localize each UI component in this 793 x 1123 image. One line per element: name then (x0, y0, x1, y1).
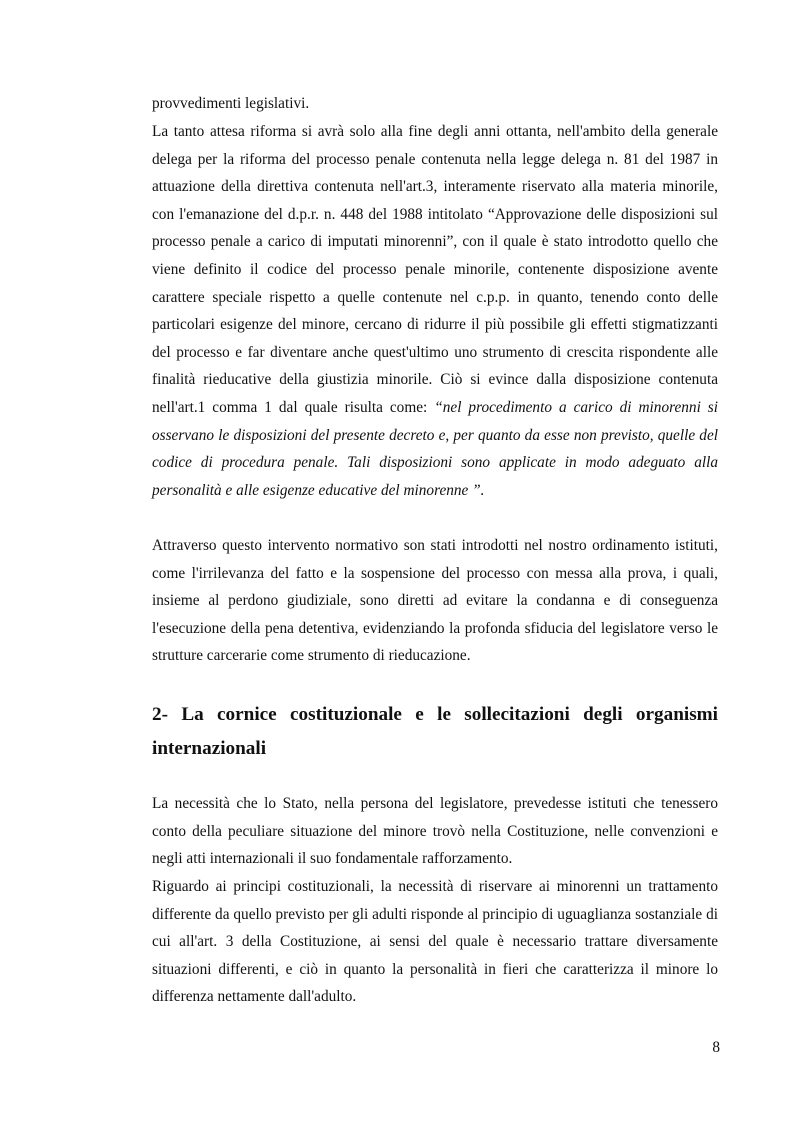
paragraph-principi: Riguardo ai principi costituzionali, la necessità di riservare ai minorenni un trattamento differente da quello previsto per gli adulti risponde al principio di uguaglianza sostanziale di cui all'art. 3 della Costituzione, ai sensi del quale è necessario trattare diversamente situazioni differenti, e ciò in quanto la personalità in fieri che caratterizza il minore lo differenza nettamente dall'adulto. (152, 878, 718, 1006)
page-number: 8 (712, 1039, 720, 1056)
paragraph-riforma (152, 118, 718, 504)
intro-line: provvedimenti legislativi. (152, 95, 310, 112)
article-quote-end: minorenne ”. (403, 481, 485, 499)
paragraph-intervento: Attraverso questo intervento normativo son stati introdotti nel nostro ordinamento istituti, come l'irrilevanza del fatto e la sospensione del processo con messa alla prova, i quali, insieme al perdono giudiziale, sono diretti ad evitare la condanna e di conseguenza l'esecuzione della pena detentiva, evidenziando la profonda sfiducia del legislatore verso le strutture carcerarie come strumento di rieducazione. (152, 537, 718, 665)
article-quote: “nel procedimento a carico di minorenni si osservano le disposizioni del presente decreto e, per quanto da esse non previsto, quelle del codice di procedura penale. Tali disposizioni sono applicate in modo adeguato alla personalità e alle esigenze educative del (152, 398, 719, 499)
paragraph-necessita: La necessità che lo Stato, nella persona del legislatore, prevedesse istituti che tenessero conto della peculiare situazione del minore trovò nella Costituzione, nelle convenzioni e negli atti internazionali il suo fondamentale rafforzamento. (152, 795, 718, 868)
section-heading: 2- La cornice costituzionale e le sollecitazioni degli organismi internazionali (152, 704, 718, 759)
paragraph-riforma-text: La tanto attesa riforma si avrà solo alla fine degli anni ottanta, nell'ambito della generale delega per la riforma del processo penale contenuta nella legge delega n. 81 del 1987 in attuazione della direttiva contenuta nell'art.3, interamente riservato alla materia minorile, con l'emanazione del d.p.r. n. 448 del 1988 intitolato “Approvazione delle disposizioni sul processo penale a carico di imputati minorenni”, con il quale è stato introdotto quello che viene definito il codice del processo penale minorile, contenente disposizione avente carattere speciale rispetto a quelle contenute nel c.p.p. in quanto, tenendo conto delle particolari esigenze del minore, cercano di ridurre il più possibile gli effetti stigmatizzanti del processo e far diventare anche quest'ultimo uno strumento di crescita rispondente alle finalità rieducative della giustizia minorile. Ciò si evince dalla disposizione contenuta nell'art.1 comma 1 dal quale risulta come: (152, 123, 718, 416)
